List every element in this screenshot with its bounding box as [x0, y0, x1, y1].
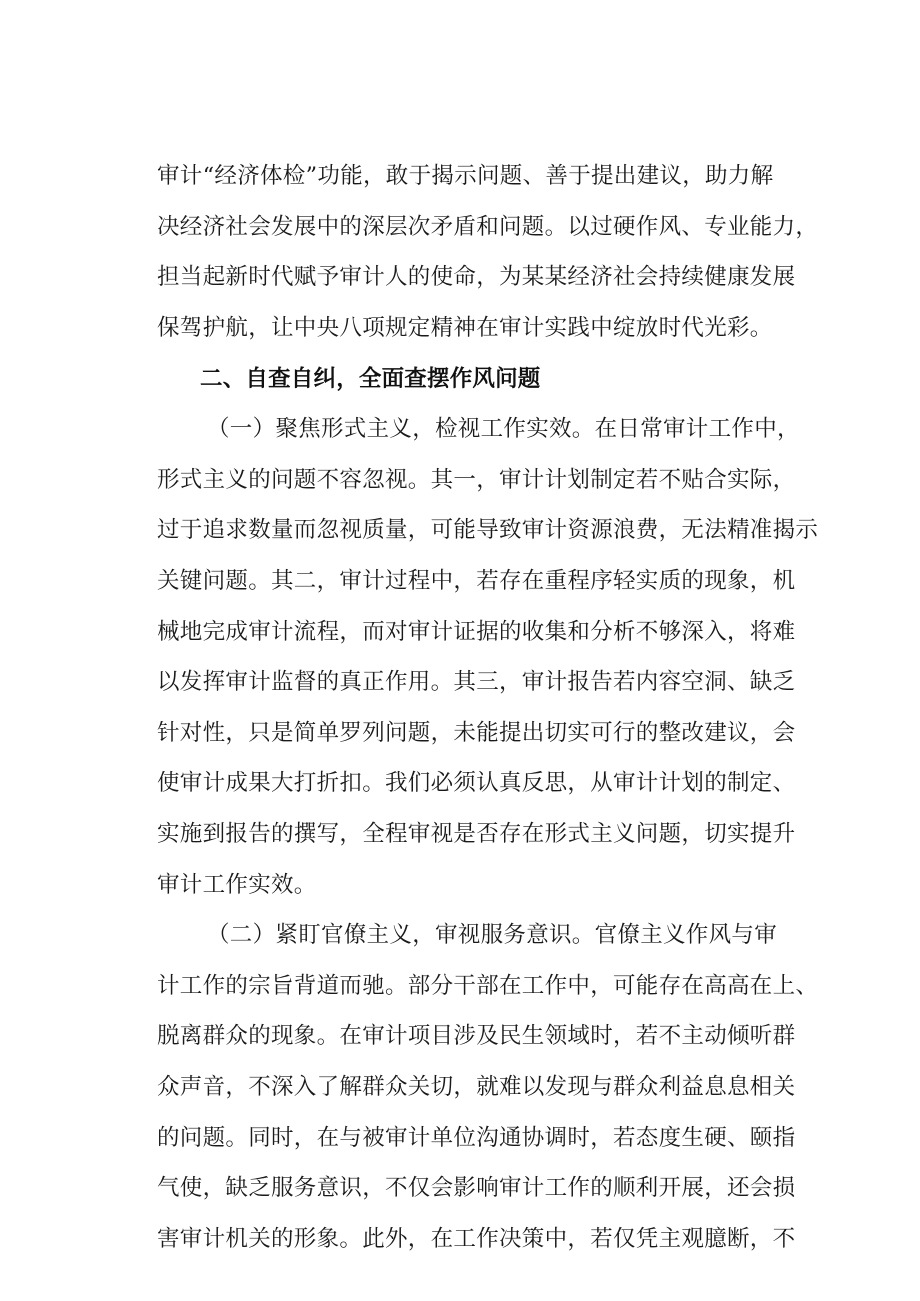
body-text-line: 针对性，只是简单罗列问题，未能提出切实可行的整改建议，会 — [157, 720, 796, 746]
body-text-line: 关键问题。其二，审计过程中，若存在重程序轻实质的现象，机 — [157, 568, 796, 594]
body-text-line: 的问题。同时，在与被审计单位沟通协调时，若态度生硬、颐指 — [157, 1125, 796, 1151]
subsection-first-line: （二）紧盯官僚主义，审视服务意识。官僚主义作风与审 — [207, 922, 778, 948]
subsection-first-line: （一）聚焦形式主义，检视工作实效。在日常审计工作中， — [207, 416, 800, 442]
body-text-line: 实施到报告的撰写，全程审视是否存在形式主义问题，切实提升 — [157, 821, 796, 847]
body-text-line: 众声音，不深入了解群众关切，就难以发现与群众利益息息相关 — [157, 1074, 796, 1100]
body-text-line: 审计“经济体检”功能，敢于揭示问题、善于提出建议，助力解 — [157, 163, 774, 189]
body-text-line: 气使，缺乏服务意识，不仅会影响审计工作的顺利开展，还会损 — [157, 1175, 796, 1201]
body-text-line: 担当起新时代赋予审计人的使命，为某某经济社会持续健康发展 — [157, 264, 796, 290]
body-text-line: 以发挥审计监督的真正作用。其三，审计报告若内容空洞、缺乏 — [157, 669, 796, 695]
body-text-line: 计工作的宗旨背道而驰。部分干部在工作中，可能存在高高在上、 — [157, 973, 819, 999]
body-text-line: 决经济社会发展中的深层次矛盾和问题。以过硬作风、专业能力， — [157, 214, 819, 240]
body-text-line: 保驾护航，让中央八项规定精神在审计实践中绽放时代光彩。 — [157, 315, 773, 341]
body-text-line: 形式主义的问题不容忽视。其一，审计计划制定若不贴合实际， — [157, 467, 796, 493]
body-text-line: 过于追求数量而忽视质量，可能导致审计资源浪费，无法精准揭示 — [157, 517, 819, 543]
section-heading: 二、自查自纠，全面查摆作风问题 — [200, 366, 541, 392]
body-text-line: 使审计成果大打折扣。我们必须认真反思，从审计计划的制定、 — [157, 770, 796, 796]
body-text-line: 害审计机关的形象。此外，在工作决策中，若仅凭主观臆断，不 — [157, 1226, 796, 1252]
body-text-line: 审计工作实效。 — [157, 872, 317, 898]
body-text-line: 械地完成审计流程，而对审计证据的收集和分析不够深入，将难 — [157, 619, 796, 645]
body-text-line: 脱离群众的现象。在审计项目涉及民生领域时，若不主动倾听群 — [157, 1023, 796, 1049]
